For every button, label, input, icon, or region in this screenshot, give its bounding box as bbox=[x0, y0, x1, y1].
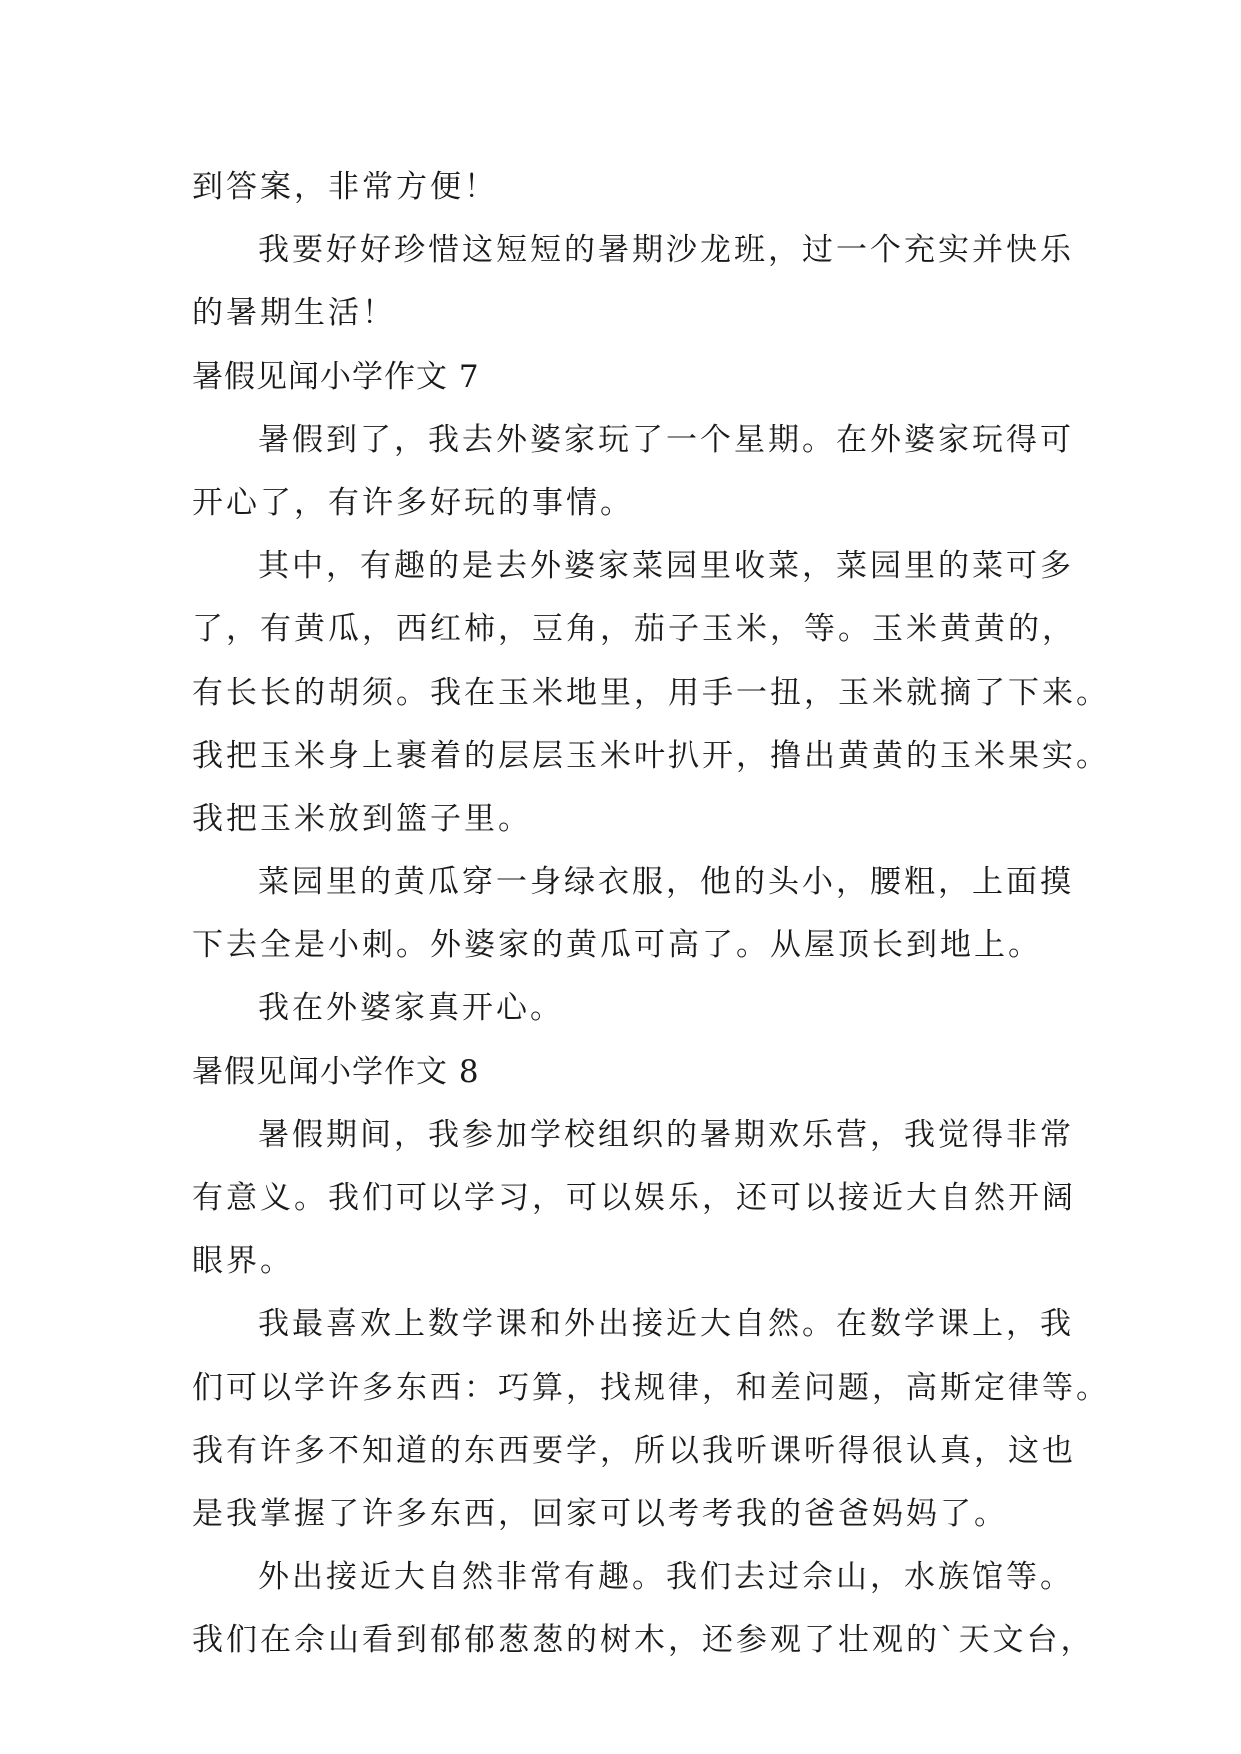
text-line: 们可以学许多东西：巧算，找规律，和差问题，高斯定律等。 bbox=[192, 1369, 1110, 1406]
text-line: 我把玉米身上裹着的层层玉米叶扒开，撸出黄黄的玉米果实。 bbox=[192, 737, 1110, 774]
section-heading: 暑假见闻小学作文 8 bbox=[192, 1053, 480, 1090]
text-line: 是我掌握了许多东西，回家可以考考我的爸爸妈妈了。 bbox=[192, 1495, 1008, 1532]
paragraph-first-line: 我要好好珍惜这短短的暑期沙龙班，过一个充实并快乐 bbox=[258, 232, 1074, 269]
text-line: 我有许多不知道的东西要学，所以我听课听得很认真，这也 bbox=[192, 1432, 1076, 1469]
text-line: 下去全是小刺。外婆家的黄瓜可高了。从屋顶长到地上。 bbox=[192, 927, 1042, 964]
text-line: 的暑期生活！ bbox=[192, 295, 396, 332]
paragraph-first-line: 其中，有趣的是去外婆家菜园里收菜，菜园里的菜可多 bbox=[258, 548, 1074, 585]
paragraph-first-line: 暑假到了，我去外婆家玩了一个星期。在外婆家玩得可 bbox=[258, 421, 1074, 458]
text-line: 了，有黄瓜，西红柿，豆角，茄子玉米，等。玉米黄黄的， bbox=[192, 611, 1076, 648]
text-line: 眼界。 bbox=[192, 1243, 294, 1280]
paragraph-first-line: 暑假期间，我参加学校组织的暑期欢乐营，我觉得非常 bbox=[258, 1116, 1074, 1153]
document-page bbox=[192, 156, 1110, 1673]
paragraph-first-line: 菜园里的黄瓜穿一身绿衣服，他的头小，腰粗，上面摸 bbox=[258, 864, 1074, 901]
paragraph-first-line: 外出接近大自然非常有趣。我们去过佘山，水族馆等。 bbox=[258, 1559, 1074, 1596]
text-line: 有长长的胡须。我在玉米地里，用手一扭，玉米就摘了下来。 bbox=[192, 674, 1110, 711]
text-line: 有意义。我们可以学习，可以娱乐，还可以接近大自然开阔 bbox=[192, 1180, 1076, 1216]
paragraph-first-line: 我在外婆家真开心。 bbox=[258, 990, 564, 1027]
paragraph-first-line: 我最喜欢上数学课和外出接近大自然。在数学课上，我 bbox=[258, 1306, 1074, 1343]
text-line: 我们在佘山看到郁郁葱葱的树木，还参观了壮观的`天文台， bbox=[192, 1622, 1095, 1659]
text-line: 我把玉米放到篮子里。 bbox=[192, 800, 532, 837]
text-line: 开心了，有许多好玩的事情。 bbox=[192, 484, 634, 521]
section-heading: 暑假见闻小学作文 7 bbox=[192, 358, 480, 395]
text-line: 到答案，非常方便！ bbox=[192, 169, 498, 205]
